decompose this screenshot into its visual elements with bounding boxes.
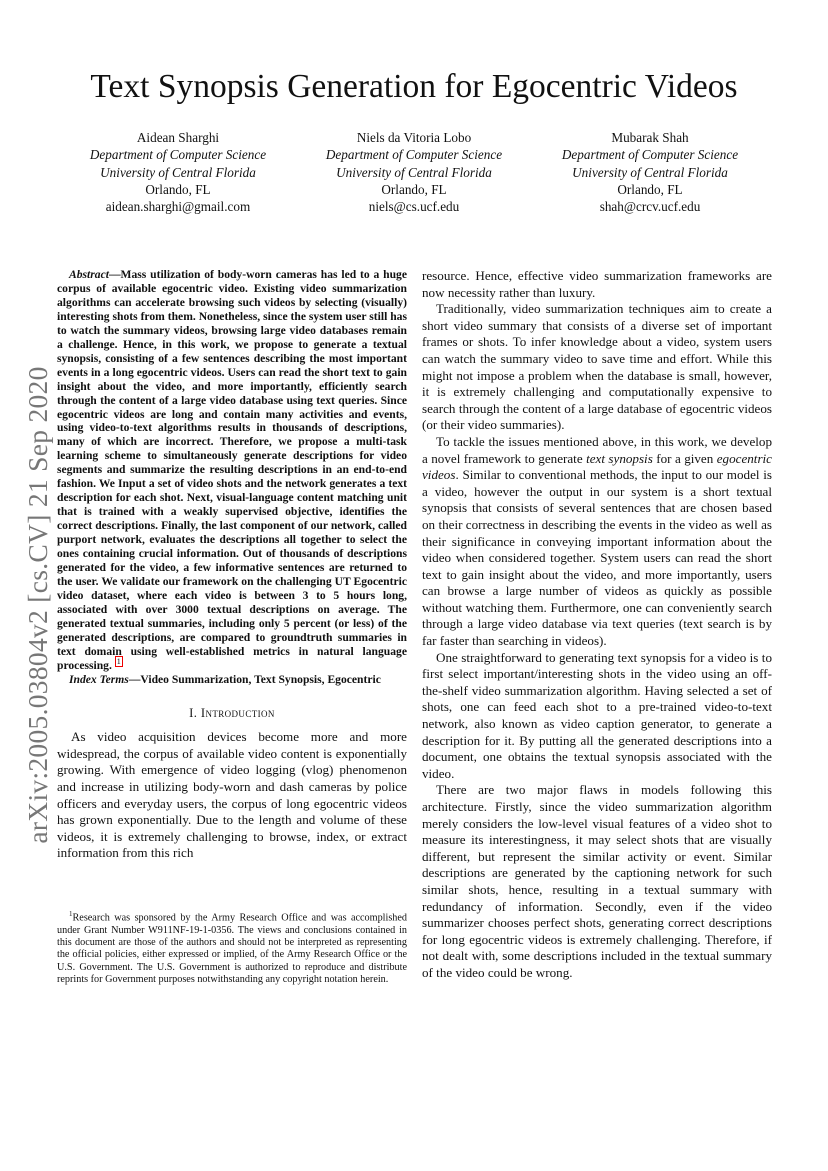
author-3 — [532, 129, 768, 215]
paragraph-continued: resource. Hence, effective video summarization frameworks are now necessity rather than luxury. — [422, 268, 772, 300]
intro-paragraph: As video acquisition devices become more and more widespread, the corpus of available video content is exponentially growing. With emergence of video logging (vlog) phenomenon and increase in utilizing body-worn and dash cameras by police officers and everyday users, the corpus of long egocentric videos has grown exponentially. Due to the length and volume of these videos, it is extremely challenging to browse, index, or extract information from this rich — [57, 729, 407, 861]
footnote-text: Research was sponsored by the Army Research Office and was accomplished under Grant Number W911NF-19-1-0356. The views and conclusions contained in this document are those of the authors and should not be interpreted as representing the official policies, either expressed or implied, of the Army Research Office or the U.S. Government. The U.S. Government is authorized to reproduce and distribute reprints for Government purposes notwithstanding any copyright notation herein. — [57, 912, 407, 985]
emphasis-text-synopsis: text synopsis — [586, 450, 653, 466]
author-department: Department of Computer Science — [325, 147, 503, 163]
author-city: Orlando, FL — [145, 181, 211, 197]
right-column — [422, 268, 772, 982]
arxiv-side-stamp — [18, 365, 58, 845]
paragraph-flaws: There are two major flaws in models following this architecture. Firstly, since the video summarization algorithm merely considers the low-level visual features of a video shot to measure its interestingness, it may select shots that are visually different, but represent the similar activity or event. Similar descriptions are generated by the captioning network for such similar shots, hence, resulting in a textual summary with redundancy of information. Secondly, even if the video summarizer chooses perfect shots, generating correct descriptions for long egocentric videos is extremely challenging. Therefore, if not dealt with, some descriptions included in the textual summary of the video could be wrong. — [422, 782, 772, 980]
footnote — [57, 908, 407, 986]
author-city: Orlando, FL — [381, 181, 447, 197]
section-title: Introduction — [200, 705, 275, 720]
author-email: niels@cs.ucf.edu — [368, 199, 460, 215]
author-city: Orlando, FL — [617, 181, 683, 197]
footnote-link[interactable]: 1 — [116, 656, 121, 666]
author-department: Department of Computer Science — [561, 147, 739, 163]
paragraph-traditional: Traditionally, video summarization techniques aim to create a short video summary that consists of a diverse set of important frames or shots. To infer knowledge about a video, system users can watch the summary video to save time and effort. While this might not impose a problem when the database is small, however, it is extremely challenging and computationally expensive to search through the content of a large database of egocentric videos (or their video summaries). — [422, 301, 772, 433]
author-university: University of Central Florida — [336, 164, 492, 180]
author-department: Department of Computer Science — [89, 147, 267, 163]
author-university: University of Central Florida — [572, 164, 728, 180]
section-number: I. — [189, 705, 201, 720]
abstract-label: Abstract — [69, 268, 109, 281]
paper-title: Text Synopsis Generation for Egocentric Videos — [90, 68, 738, 105]
author-name: Niels da Vitoria Lobo — [356, 130, 472, 145]
index-terms — [57, 673, 407, 687]
author-email: shah@crcv.ucf.edu — [599, 199, 701, 215]
left-column — [57, 268, 407, 862]
footnote-mark: 1 — [69, 910, 73, 918]
emphasis-egocentric-videos: egocentric videos — [422, 450, 772, 483]
author-block — [60, 129, 768, 215]
author-1 — [60, 129, 296, 215]
section-heading — [57, 705, 407, 722]
paragraph-framework — [422, 434, 772, 650]
author-name: Mubarak Shah — [611, 130, 689, 145]
author-university: University of Central Florida — [100, 164, 256, 180]
framework-text-a: To tackle the issues mentioned above, in this work, we develop a novel framework to generate — [422, 433, 772, 466]
author-name: Aidean Sharghi — [136, 130, 220, 145]
arxiv-identifier: arXiv:2005.03804v2 [cs.CV] 21 Sep 2020 — [22, 366, 53, 844]
framework-text-c: . Similar to conventional methods, the input to our model is a video, however the output in our system is a short textual synopsis that consists of several sentences that are chosen based on their correctness in describing the events in the video as well as their significance in conveying important information about the video when considered together. System users can read the short text to gain insight about the video, and more importantly, users can browse a large number of videos as quickly as possible without watching them. Furthermore, one can conveniently search through a large video database via text queries (text search is by far faster than searching in videos). — [422, 467, 772, 649]
framework-text-b: for a given — [652, 450, 717, 466]
abstract — [57, 268, 407, 673]
abstract-text: —Mass utilization of body-worn cameras has led to a huge corpus of available egocentric video. Existing video summarization algorithms can accelerate browsing such videos by selecting (visually) interesting shots from them. Nonetheless, since the system user still has to watch the summary videos, browsing large video databases remain a challenge. Hence, in this work, we propose to generate a textual synopsis, consisting of a few sentences describing the most important events in a long egocentric videos. Users can read the short text to gain insight about the video, and more importantly, efficiently search through the content of a large video database using text queries. Since egocentric videos are long and contain many activities and events, using video-to-text algorithms results in thousands of descriptions, many of which are incorrect. Therefore, we propose a multi-task learning scheme to simultaneously generate descriptions for video segments and summarize the resulting descriptions in an end-to-end fashion. We Input a set of video shots and the network generates a text description for each shot. Next, visual-language content matching unit that is trained with a weakly supervised objective, identifies the correct descriptions. Finally, the last component of our network, called purport network, evaluates the descriptions all together to select the ones containing crucial information. Out of thousands of descriptions generated for the video, a few informative sentences are returned to the user. We validate our framework on the challenging UT Egocentric video dataset, where each video is between 3 to 5 hours long, associated with over 3000 textual descriptions on average. The generated textual summaries, including only 5 percent (or less) of the generated descriptions, are compared to groundtruth summaries in text domain using well-established metrics in natural language processing. — [57, 268, 407, 672]
author-2 — [296, 129, 532, 215]
index-terms-label: Index Terms — [69, 672, 129, 686]
paragraph-straightforward: One straightforward to generating text synopsis for a video is to first select important/interesting shots in the video using an off-the-shelf video summarization algorithm. Having selected a set of shots, one can feed each shot to a pre-trained video-to-text network, also known as video caption generator, to generate a description for it. By putting all the generated descriptions into a document, one obtains the textual synopsis associated with the video. — [422, 649, 772, 781]
author-email: aidean.sharghi@gmail.com — [105, 199, 251, 215]
index-terms-text: —Video Summarization, Text Synopsis, Egocentric — [128, 672, 381, 686]
